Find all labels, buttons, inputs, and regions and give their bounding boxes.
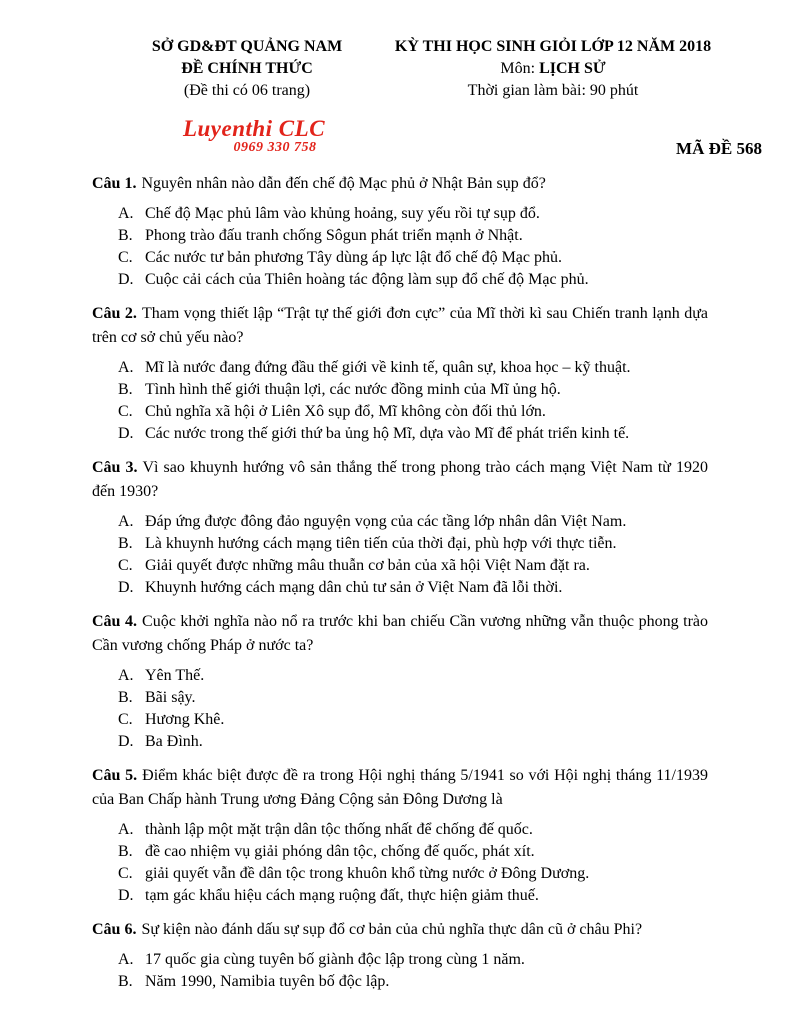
option-text: tạm gác khẩu hiệu cách mạng ruộng đất, thực hiện giảm thuế. — [145, 887, 539, 904]
option-key: D. — [118, 271, 134, 288]
option-text: Chủ nghĩa xã hội ở Liên Xô sụp đổ, Mĩ không còn đối thủ lớn. — [145, 403, 546, 420]
question-text — [92, 172, 708, 196]
question-label: Câu 5. — [92, 767, 138, 784]
option-row — [118, 949, 708, 971]
option-key: B. — [118, 689, 133, 706]
option-text: Mĩ là nước đang đứng đầu thế giới về kinh tế, quân sự, khoa học – kỹ thuật. — [145, 359, 631, 376]
question-block — [92, 610, 708, 753]
option-row — [118, 423, 708, 445]
question-body-text: Vì sao khuynh hướng vô sản thắng thế trong phong trào cách mạng Việt Nam từ 1920 đến 1930? — [92, 459, 709, 500]
question-block — [92, 302, 708, 445]
subject-name: LỊCH SỬ — [539, 60, 606, 77]
option-row — [118, 687, 708, 709]
subject-prefix: Môn: — [500, 60, 540, 77]
option-key: A. — [118, 667, 134, 684]
option-key: A. — [118, 205, 134, 222]
option-row — [118, 819, 708, 841]
exam-status: ĐỀ CHÍNH THỨC — [181, 60, 313, 77]
option-row — [118, 577, 708, 599]
question-text — [92, 610, 708, 658]
option-row — [118, 555, 708, 577]
option-key: C. — [118, 865, 133, 882]
option-key: A. — [118, 821, 134, 838]
option-text: Các nước trong thế giới thứ ba ủng hộ Mĩ, dựa vào Mĩ để phát triển kinh tế. — [145, 425, 630, 442]
option-row — [118, 841, 708, 863]
department-name: SỞ GD&ĐT QUẢNG NAM — [151, 38, 343, 55]
option-key: D. — [118, 425, 134, 442]
header-left-block — [98, 36, 396, 102]
option-key: A. — [118, 513, 134, 530]
option-text: Phong trào đấu tranh chống Sôgun phát triển mạnh ở Nhật. — [145, 227, 523, 244]
option-key: C. — [118, 711, 133, 728]
option-text: Hương Khê. — [145, 711, 225, 728]
option-text: 17 quốc gia cùng tuyên bố giành độc lập trong cùng 1 năm. — [145, 951, 525, 968]
option-text: Chế độ Mạc phủ lâm vào khủng hoảng, suy yếu rồi tự sụp đổ. — [145, 205, 540, 222]
question-block — [92, 172, 708, 291]
option-row — [118, 357, 708, 379]
question-body-text: Sự kiện nào đánh dấu sự sụp đổ cơ bản của chủ nghĩa thực dân cũ ở châu Phi? — [141, 921, 643, 938]
question-block — [92, 456, 708, 599]
option-row — [118, 665, 708, 687]
option-key: B. — [118, 227, 133, 244]
option-row — [118, 731, 708, 753]
option-text: Giải quyết được những mâu thuẫn cơ bản của xã hội Việt Nam đặt ra. — [145, 557, 590, 574]
subject-line — [388, 58, 718, 80]
option-text: giải quyết vẫn đề dân tộc trong khuôn khổ từng nước ở Đông Dương. — [145, 865, 590, 882]
option-key: C. — [118, 403, 133, 420]
option-key: D. — [118, 733, 134, 750]
option-key: C. — [118, 249, 133, 266]
option-row — [118, 863, 708, 885]
option-row — [118, 379, 708, 401]
option-key: A. — [118, 951, 134, 968]
option-text: đề cao nhiệm vụ giải phóng dân tộc, chống đế quốc, phát xít. — [145, 843, 535, 860]
question-list — [92, 172, 708, 1004]
question-block — [92, 918, 708, 993]
question-label: Câu 2. — [92, 305, 137, 322]
option-row — [118, 247, 708, 269]
option-row — [118, 225, 708, 247]
option-key: C. — [118, 557, 133, 574]
question-label: Câu 3. — [92, 459, 138, 476]
option-key: B. — [118, 973, 133, 990]
option-row — [118, 511, 708, 533]
option-text: Bãi sậy. — [145, 689, 196, 706]
option-text: Đáp ứng được đông đảo nguyện vọng của các tầng lớp nhân dân Việt Nam. — [145, 513, 627, 530]
option-list — [92, 357, 708, 445]
option-text: Tình hình thế giới thuận lợi, các nước đồng minh của Mĩ ủng hộ. — [145, 381, 561, 398]
option-row — [118, 533, 708, 555]
option-row — [118, 885, 708, 907]
option-text: Là khuynh hướng cách mạng tiên tiến của thời đại, phù hợp với thực tiễn. — [145, 535, 617, 552]
question-body-text: Tham vọng thiết lập “Trật tự thế giới đơn cực” của Mĩ thời kì sau Chiến tranh lạnh dựa trên cơ sở chủ yếu nào? — [92, 305, 709, 346]
option-text: Yên Thế. — [145, 667, 205, 684]
option-row — [118, 203, 708, 225]
question-text — [92, 456, 708, 504]
question-label: Câu 4. — [92, 613, 138, 630]
option-list — [92, 203, 708, 291]
question-text — [92, 302, 708, 350]
option-list — [92, 511, 708, 599]
option-key: B. — [118, 381, 133, 398]
logo-text: Luyenthi CLC — [182, 116, 326, 141]
exam-title: KỲ THI HỌC SINH GIỎI LỚP 12 NĂM 2018 — [394, 38, 712, 55]
header-right-block — [388, 36, 718, 102]
question-text — [92, 918, 708, 942]
option-text: Cuộc cải cách của Thiên hoàng tác động làm sụp đổ chế độ Mạc phủ. — [145, 271, 589, 288]
option-text: Năm 1990, Namibia tuyên bố độc lập. — [145, 973, 390, 990]
option-text: Khuynh hướng cách mạng dân chủ tư sản ở Việt Nam đã lỗi thời. — [145, 579, 563, 596]
option-row — [118, 971, 708, 993]
option-key: B. — [118, 535, 133, 552]
question-body-text: Nguyên nhân nào dẫn đến chế độ Mạc phủ ở Nhật Bản sụp đổ? — [141, 175, 546, 192]
question-body-text: Điểm khác biệt được đề ra trong Hội nghị tháng 5/1941 so với Hội nghị tháng 11/1939 của Ban Chấp hành Trung ương Đảng Cộng sản Đông Dương là — [92, 767, 708, 808]
question-label: Câu 6. — [92, 921, 137, 938]
question-label: Câu 1. — [92, 175, 137, 192]
exam-code: MÃ ĐỀ 568 — [676, 139, 762, 158]
logo-phone-number: 0969 330 758 — [233, 140, 317, 156]
question-body-text: Cuộc khởi nghĩa nào nổ ra trước khi ban chiếu Cần vương những vẫn thuộc phong trào Cần vương chống Pháp ở nước ta? — [92, 613, 709, 654]
option-text: thành lập một mặt trận dân tộc thống nhất để chống đế quốc. — [145, 821, 533, 838]
option-list — [92, 665, 708, 753]
option-row — [118, 269, 708, 291]
question-block — [92, 764, 708, 907]
option-list — [92, 819, 708, 907]
option-text: Ba Đình. — [145, 733, 203, 750]
option-key: D. — [118, 579, 134, 596]
option-text: Các nước tư bản phương Tây dùng áp lực lật đổ chế độ Mạc phủ. — [145, 249, 562, 266]
duration-line: Thời gian làm bài: 90 phút — [467, 82, 639, 99]
question-text — [92, 764, 708, 812]
option-key: B. — [118, 843, 133, 860]
option-row — [118, 709, 708, 731]
option-list — [92, 949, 708, 993]
luyenthi-clc-logo — [148, 117, 360, 156]
option-row — [118, 401, 708, 423]
option-key: D. — [118, 887, 134, 904]
option-key: A. — [118, 359, 134, 376]
page-count-note: (Đề thi có 06 trang) — [183, 82, 311, 99]
